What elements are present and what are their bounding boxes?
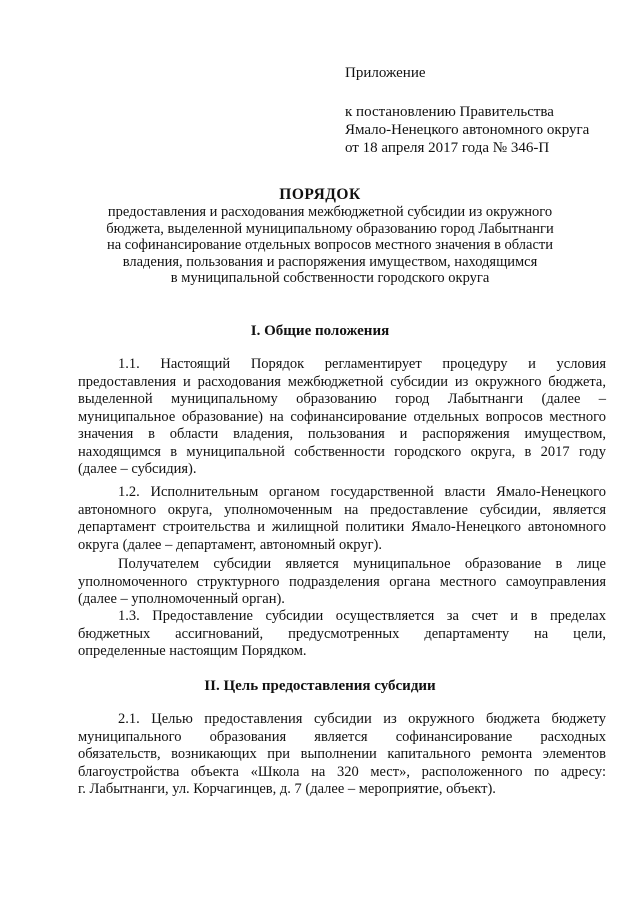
paragraph-line: муниципальное образование) на софинансирование отдельных вопросов местного xyxy=(78,408,606,425)
paragraph-1-1 xyxy=(78,356,606,479)
subtitle-line: предоставления и расходования межбюджетной субсидии из окружного xyxy=(107,204,553,220)
subtitle-line: в муниципальной собственности городского округа xyxy=(170,270,490,286)
document-title: ПОРЯДОК xyxy=(279,186,361,203)
paragraph-line: (далее – субсидия). xyxy=(78,461,197,477)
subtitle-line: бюджета, выделенной муниципальному образованию город Лабытнанги xyxy=(106,220,554,237)
appendix-line-2: Ямало-Ненецкого автономного округа xyxy=(345,122,590,138)
subtitle-line: на софинансирование отдельных вопросов местного значения в области xyxy=(106,237,554,253)
paragraph-line: значения в области владения, пользования и распоряжения имуществом, xyxy=(78,426,606,442)
paragraph-1-3 xyxy=(78,608,606,661)
appendix-line-1: к постановлению Правительства xyxy=(345,104,554,120)
paragraph-line: 1.1. Настоящий Порядок регламентирует процедуру и условия xyxy=(118,356,606,372)
paragraph-line: г. Лабытнанги, ул. Корчагинцев, д. 7 (далее – мероприятие, объект). xyxy=(78,781,496,797)
appendix-line-3: от 18 апреля 2017 года № 346-П xyxy=(345,140,550,156)
paragraph-line: уполномоченного структурного подразделения органа местного самоуправления xyxy=(78,573,606,590)
document-subtitle xyxy=(80,204,580,287)
paragraph-recipient xyxy=(78,556,606,609)
paragraph-line: определенные настоящим Порядком. xyxy=(78,643,307,659)
paragraph-line: Получателем субсидии является муниципальное образование в лице xyxy=(118,556,606,572)
paragraph-line: округа (далее – департамент, автономный округ). xyxy=(78,536,382,553)
section-2-heading: II. Цель предоставления субсидии xyxy=(204,678,436,694)
paragraph-line: (далее – уполномоченный орган). xyxy=(78,591,285,607)
paragraph-line: выделенной муниципальному образованию город Лабытнанги (далее – xyxy=(78,391,606,407)
paragraph-2-1 xyxy=(78,711,606,799)
appendix-label: Приложение xyxy=(345,65,426,81)
section-1-heading: I. Общие положения xyxy=(250,323,390,339)
paragraph-line: департамент строительства и жилищной политики Ямало-Ненецкого автономного xyxy=(78,519,606,535)
paragraph-line: автономного округа, уполномоченным на предоставление субсидии, является xyxy=(78,501,606,518)
paragraph-line: муниципального образования является софинансирование расходных xyxy=(78,728,606,745)
paragraph-line: благоустройства объекта «Школа на 320 мест», расположенного по адресу: xyxy=(78,763,606,780)
paragraph-line: бюджетных ассигнований, предусмотренных департаменту на цели, xyxy=(78,625,606,642)
subtitle-line: владения, пользования и распоряжения имуществом, находящимся xyxy=(122,253,538,270)
paragraph-line: находящимся в муниципальной собственности городского округа, в 2017 году xyxy=(78,443,606,460)
paragraph-line: обязательств, возникающих при выполнении капитального ремонта элементов xyxy=(78,746,606,762)
paragraph-line: 2.1. Целью предоставления субсидии из окружного бюджета бюджету xyxy=(118,711,606,727)
paragraph-1-2 xyxy=(78,484,606,554)
paragraph-line: 1.3. Предоставление субсидии осуществляется за счет и в пределах xyxy=(118,608,606,624)
paragraph-line: 1.2. Исполнительным органом государственной власти Ямало-Ненецкого xyxy=(118,484,606,500)
paragraph-line: предоставления и расходования межбюджетной субсидии из окружного бюджета, xyxy=(78,373,606,390)
